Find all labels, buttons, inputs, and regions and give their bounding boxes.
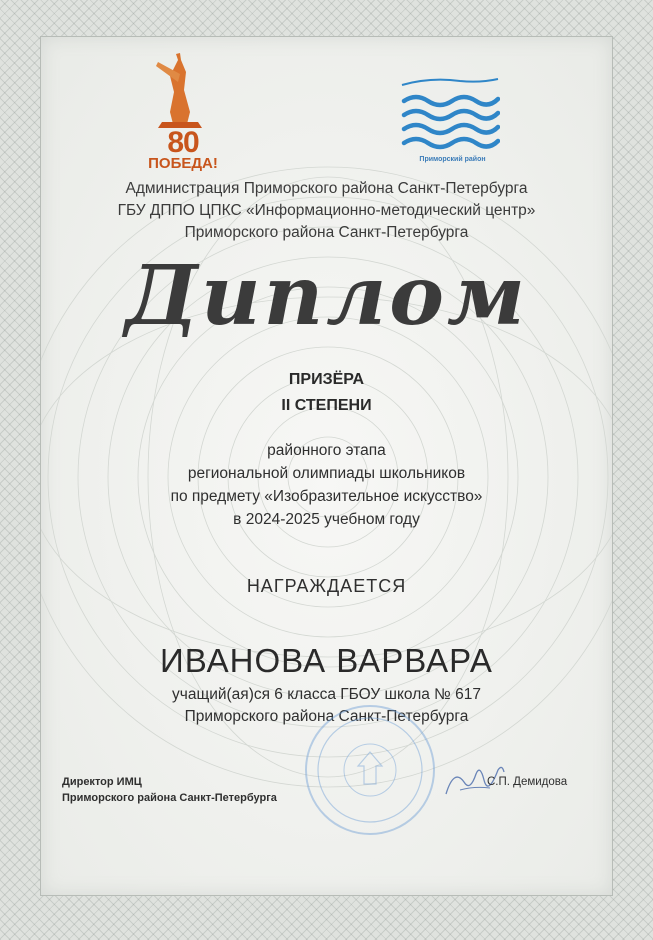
district-wave-logo <box>400 75 500 150</box>
diploma-title: Диплом <box>125 248 528 344</box>
prize-line-2: II СТЕПЕНИ <box>281 397 372 414</box>
student-line-1: учащий(ая)ся 6 класса ГБОУ школа № 617 <box>172 686 481 703</box>
description-line-1: районного этапа <box>267 442 386 459</box>
description-line-4: в 2024-2025 учебном году <box>233 511 420 528</box>
organization-line-1: Администрация Приморского района Санкт-Петербурга <box>125 180 528 197</box>
organization-line-3: Приморского района Санкт-Петербурга <box>184 224 469 241</box>
description-line-3: по предмету «Изобразительное искусство» <box>170 488 483 505</box>
organization-line-2: ГБУ ДППО ЦПКС «Информационно-методический центр» <box>117 202 536 219</box>
victory-number: 80 <box>167 126 199 159</box>
district-logo-label: Приморский район <box>419 156 486 163</box>
signatory-position <box>62 774 277 806</box>
signatory-position-line-1: Директор ИМЦ <box>62 776 142 788</box>
victory-word: ПОБЕДА! <box>148 155 218 172</box>
victory-80-text <box>148 128 218 171</box>
signatory-name: С.П. Демидова <box>487 776 568 788</box>
awarded-label: НАГРАЖДАЕТСЯ <box>246 576 407 596</box>
signatory-position-line-2: Приморского района Санкт-Петербурга <box>62 792 277 804</box>
student-line-2: Приморского района Санкт-Петербурга <box>184 708 469 725</box>
winner-name: ИВАНОВА ВАРВАРА <box>160 642 493 679</box>
prize-line-1: ПРИЗЁРА <box>288 371 365 388</box>
official-stamp <box>300 700 440 840</box>
description-line-2: региональной олимпиады школьников <box>187 465 466 482</box>
